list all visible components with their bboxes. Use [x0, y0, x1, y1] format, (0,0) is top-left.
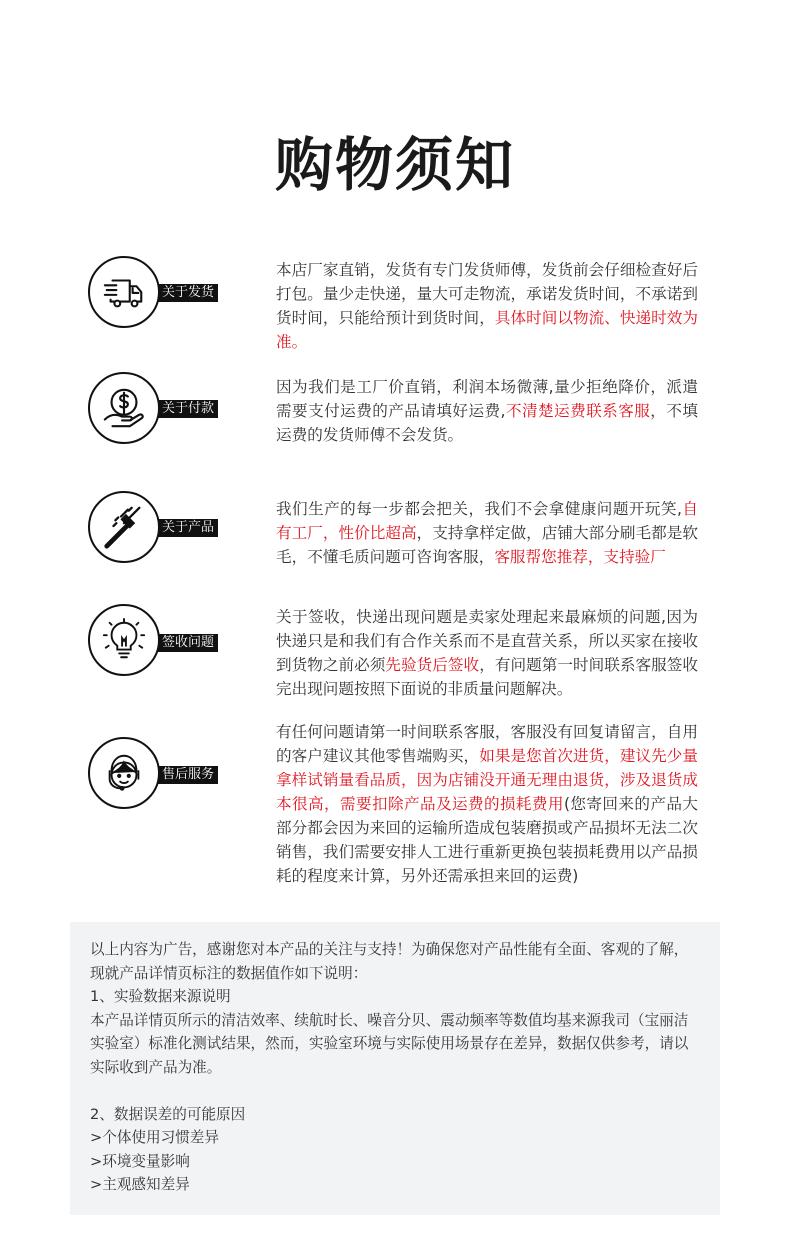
section-tag: 关于发货: [158, 284, 218, 302]
body-text: ，支持拿样定做，店铺大部分刷毛都是软毛，不懂毛质问题可咨询客服，: [276, 524, 698, 566]
disclaimer-item2-title: 2、数据误差的可能原因: [90, 1105, 246, 1123]
section-tag: 签收问题: [158, 634, 218, 652]
body-text: 我们生产的每一步都会把关，我们不会拿健康问题开玩笑,: [276, 500, 682, 518]
section-text: [276, 497, 698, 569]
disclaimer-box: [70, 922, 720, 1215]
disclaimer-point: >主观感知差异: [90, 1176, 190, 1193]
highlight-text: 不清楚运费联系客服: [505, 402, 651, 420]
highlight-text: 客服帮您推荐，支持验厂: [494, 548, 666, 566]
body-text: ，不填运费的发货师傅不会发货。: [276, 402, 698, 444]
body-text: 关于签收，快递出现问题是卖家处理起来最麻烦的问题,因为快递只是和我们有合作关系而不是直营关系，所以买家在接收到货物之前必须: [276, 608, 698, 674]
page-title: 购物须知: [274, 131, 515, 199]
customer-service-headset-icon: [88, 737, 160, 809]
body-text: 因为我们是工厂价直销，利润本场微薄,量少拒绝降价，派遣需要支付运费的产品请填好运费,: [276, 378, 698, 420]
section-tag: 关于产品: [158, 519, 218, 537]
section-text: [276, 258, 698, 354]
section-text: [276, 720, 698, 888]
section-tag: 关于付款: [158, 400, 218, 418]
body-text: 本店厂家直销，发货有专门发货师傅，发货前会仔细检查好后打包。量少走快递，量大可走物流，承诺发货时间，不承诺到货时间，只能给预计到货时间，: [276, 261, 698, 327]
body-text: ，有问题第一时间联系客服签收完出现问题按照下面说的非质量问题解决。: [276, 656, 698, 698]
disclaimer-item1-body: 本产品详情页所示的清洁效率、续航时长、噪音分贝、震动频率等数值均基来源我司（宝丽洁实验室）标准化测试结果，然而，实验室环境与实际使用场景存在差异，数据仅供参考，请以实际收到产品为准。: [90, 1011, 689, 1076]
toothbrush-icon: [88, 491, 160, 563]
dollar-coin-hand-icon: [88, 372, 160, 444]
highlight-text: 自有工厂，性价比超高: [276, 500, 698, 542]
section-text: [276, 375, 698, 447]
section-tag: 售后服务: [158, 766, 218, 784]
lightbulb-icon: [88, 604, 160, 676]
delivery-truck-icon: [88, 256, 160, 328]
body-text: 有任何问题请第一时间联系客服，客服没有回复请留言，自用的客户建议其他零售端购买，: [276, 723, 698, 765]
disclaimer-item1-title: 1、实验数据来源说明: [90, 988, 231, 1005]
highlight-text: 如果是您首次进货，建议先少量拿样试销量看品质，因为店铺没开通无理由退货，涉及退货成本很高，需要扣除产品及运费的损耗费用: [276, 747, 698, 813]
highlight-text: 先验货后签收: [385, 656, 480, 674]
body-text: (您寄回来的产品大部分都会因为来回的运输所造成包装磨损或产品损坏无法二次销售，我们需要安排人工进行重新更换包装损耗费用以产品损耗的程度来计算，另外还需承担来回的运费): [276, 795, 698, 885]
disclaimer-point: >个体使用习惯差异: [90, 1129, 219, 1146]
highlight-text: 具体时间以物流、快递时效为准。: [276, 309, 698, 351]
section-text: [276, 605, 698, 701]
disclaimer-intro: 以上内容为广告，感谢您对本产品的关注与支持！为确保您对产品性能有全面、客观的了解，现就产品详情页标注的数据值作如下说明：: [90, 941, 689, 982]
disclaimer-point: >环境变量影响: [90, 1152, 190, 1170]
